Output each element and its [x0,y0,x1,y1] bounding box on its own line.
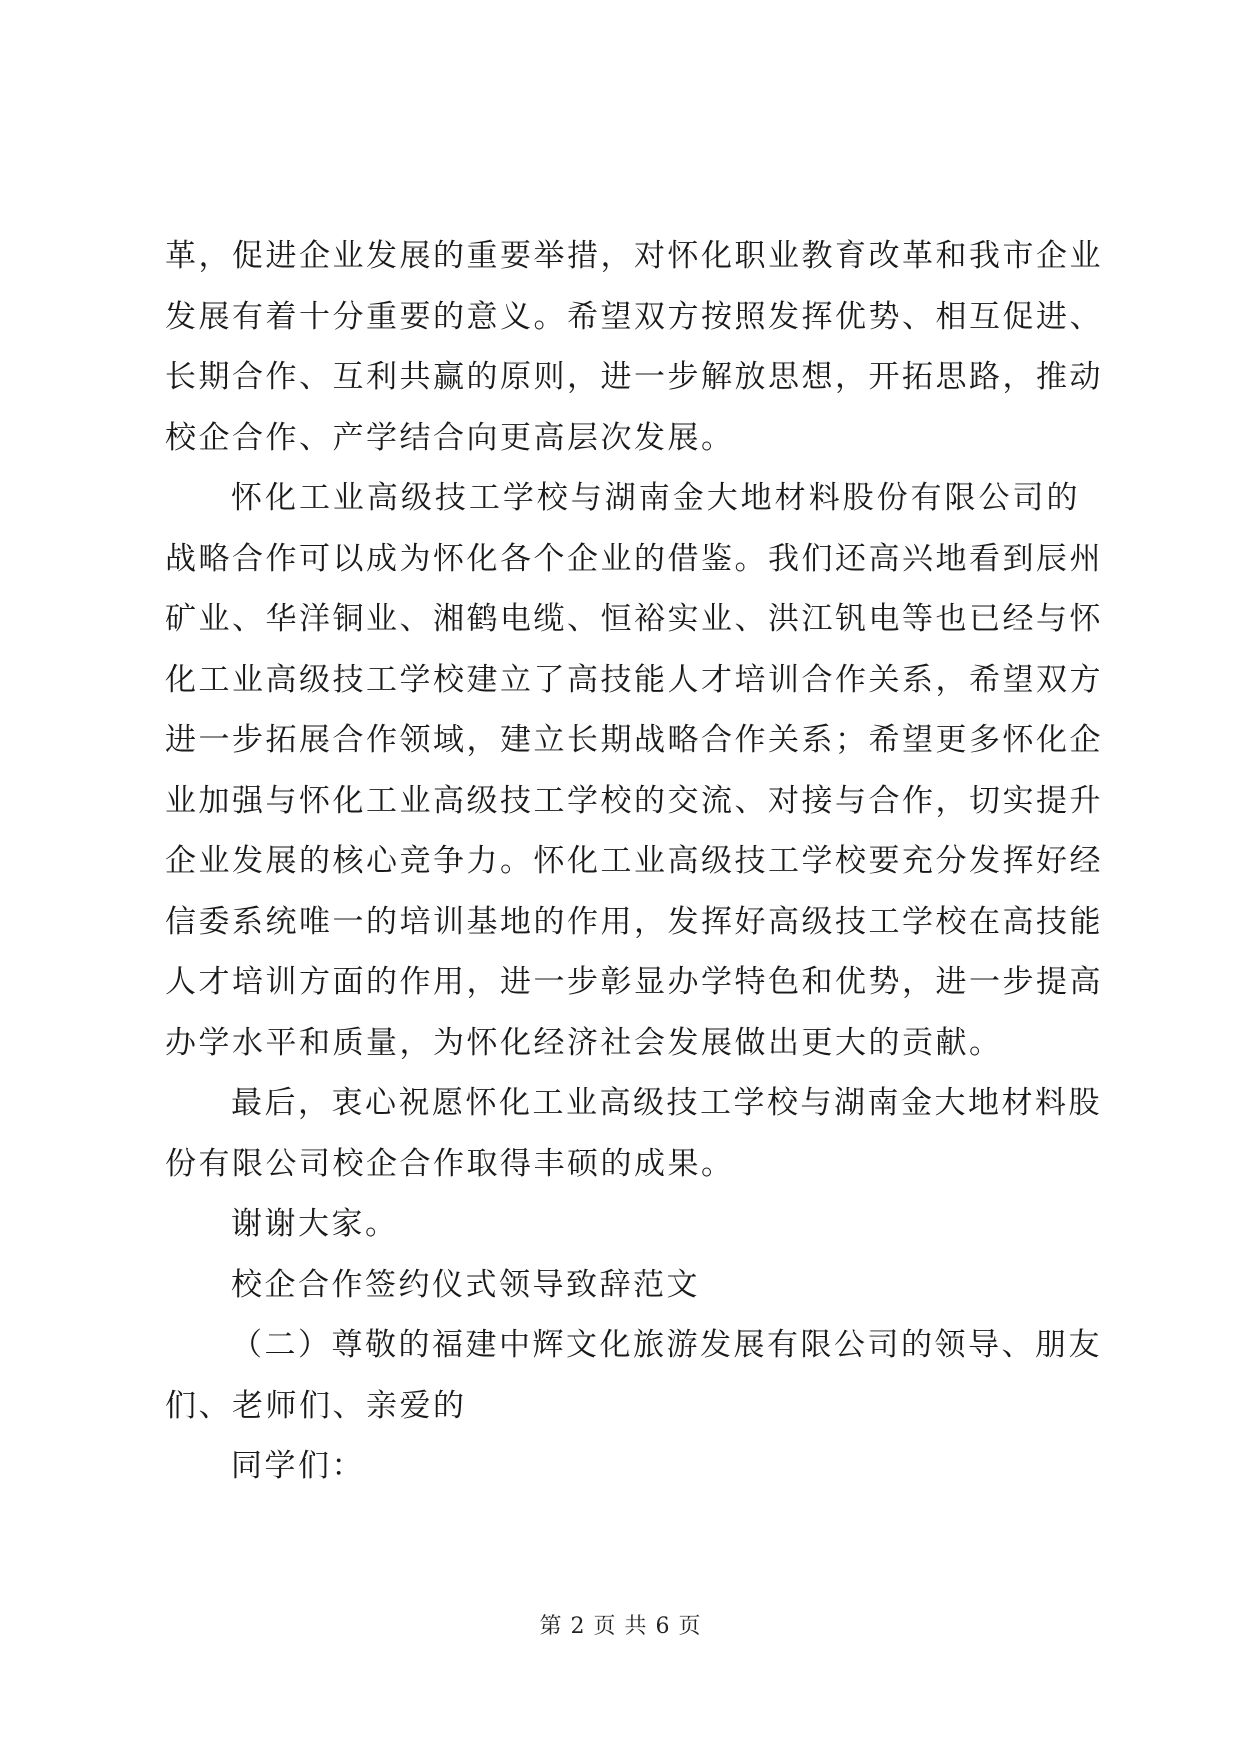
text-line: 战略合作可以成为怀化各个企业的借鉴。我们还高兴地看到辰州 [165,540,1103,577]
text-line: 企业发展的核心竞争力。怀化工业高级技工学校要充分发挥好经 [165,843,1103,879]
text-line: 发展有着十分重要的意义。希望双方按照发挥优势、相互促进、 [165,298,1103,335]
text-line: 份有限公司校企合作取得丰硕的成果。 [165,1145,735,1182]
page-footer: 第 2 页 共 6 页 [539,1614,702,1639]
text-line: 办学水平和质量，为怀化经济社会发展做出更大的贡献。 [165,1024,1003,1061]
paragraph-p3 [165,1073,1102,1194]
text-line: 业加强与怀化工业高级技工学校的交流、对接与合作，切实提升 [165,782,1103,819]
text-line: 进一步拓展合作领域，建立长期战略合作关系；希望更多怀化企 [165,722,1103,758]
document-body [165,226,1103,1497]
paragraph-p1 [165,226,1103,468]
text-line: 化工业高级技工学校建立了高技能人才培训合作关系，希望双方 [165,661,1103,698]
text-line: 最后，衷心祝愿怀化工业高级技工学校与湖南金大地材料股 [231,1085,1102,1121]
text-line: 人才培训方面的作用，进一步彰显办学特色和优势，进一步提高 [165,964,1103,1000]
text-line: 校企合作签约仪式领导致辞范文 [231,1266,700,1303]
text-line: 校企合作、产学结合向更高层次发展。 [165,419,735,456]
paragraph-p6 [165,1315,1102,1436]
text-line: 矿业、华洋铜业、湘鹤电缆、恒裕实业、洪江钒电等也已经与怀 [165,601,1103,637]
text-line: 同学们： [231,1448,365,1484]
text-line: 革，促进企业发展的重要举措，对怀化职业教育改革和我市企业 [165,238,1103,274]
text-line: 们、老师们、亲爱的 [165,1387,467,1424]
text-line: 谢谢大家。 [231,1206,399,1242]
paragraph-p2 [165,468,1103,1073]
text-line: （二）尊敬的福建中辉文化旅游发展有限公司的领导、朋友 [231,1327,1102,1363]
paragraph-p7 [165,1436,1080,1497]
text-line: 信委系统唯一的培训基地的作用，发挥好高级技工学校在高技能 [165,903,1103,940]
text-line: 长期合作、互利共赢的原则，进一步解放思想，开拓思路，推动 [165,359,1103,395]
paragraph-p4 [165,1194,1080,1255]
text-line: 怀化工业高级技工学校与湖南金大地材料股份有限公司的 [231,480,1080,516]
paragraph-p5 [165,1255,1080,1316]
